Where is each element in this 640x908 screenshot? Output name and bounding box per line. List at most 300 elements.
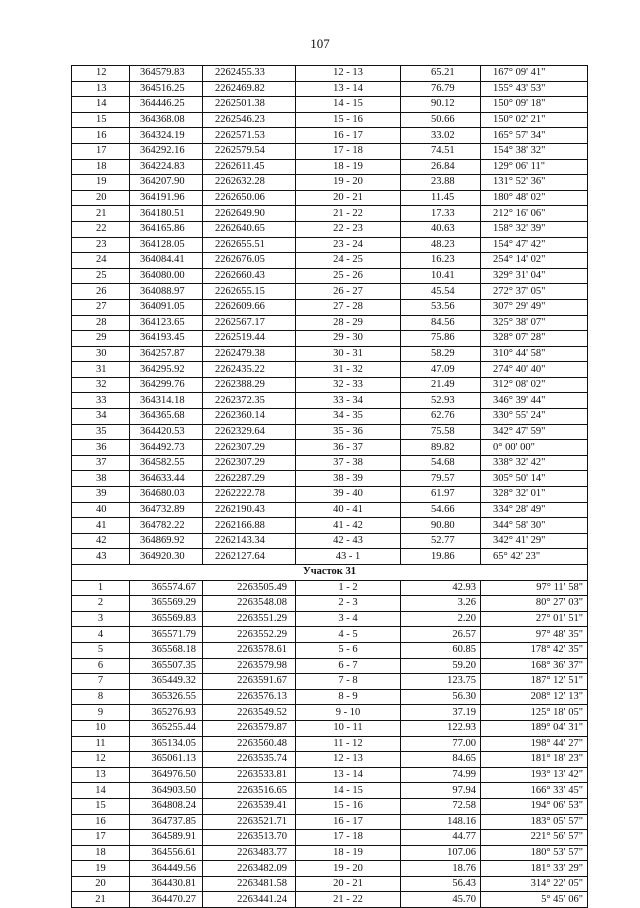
point-number-cell: 8 xyxy=(72,689,130,705)
table-row xyxy=(72,393,588,409)
direction-angle-cell: 312° 08' 02" xyxy=(481,377,588,393)
length-cell: 54.68 xyxy=(401,455,481,471)
point-number-cell: 7 xyxy=(72,674,130,690)
table-row xyxy=(72,487,588,503)
length-cell: 122.93 xyxy=(401,720,481,736)
segment-cell: 19 - 20 xyxy=(296,175,401,191)
coord-x-cell: 365568.18 xyxy=(130,642,203,658)
direction-angle-cell: 181° 33' 29" xyxy=(481,861,588,877)
coord-x-cell: 364430.81 xyxy=(130,876,203,892)
segment-cell: 17 - 18 xyxy=(296,143,401,159)
coord-x-cell: 364191.96 xyxy=(130,190,203,206)
coord-y-cell: 2263549.52 xyxy=(203,705,296,721)
direction-angle-cell: 307° 29' 49" xyxy=(481,299,588,315)
segment-cell: 21 - 22 xyxy=(296,206,401,222)
coord-y-cell: 2263481.58 xyxy=(203,876,296,892)
point-number-cell: 41 xyxy=(72,518,130,534)
table-row xyxy=(72,720,588,736)
segment-cell: 27 - 28 xyxy=(296,299,401,315)
coord-y-cell: 2262287.29 xyxy=(203,471,296,487)
coord-y-cell: 2263505.49 xyxy=(203,580,296,596)
coord-y-cell: 2262388.29 xyxy=(203,377,296,393)
table-row xyxy=(72,284,588,300)
direction-angle-cell: 167° 09' 41" xyxy=(481,66,588,82)
coord-x-cell: 364556.61 xyxy=(130,845,203,861)
point-number-cell: 20 xyxy=(72,876,130,892)
coord-x-cell: 364084.41 xyxy=(130,253,203,269)
point-number-cell: 40 xyxy=(72,502,130,518)
table-row xyxy=(72,81,588,97)
table-row xyxy=(72,658,588,674)
direction-angle-cell: 27° 01' 51" xyxy=(481,611,588,627)
coord-y-cell: 2263579.87 xyxy=(203,720,296,736)
table-row xyxy=(72,455,588,471)
coord-x-cell: 364324.19 xyxy=(130,128,203,144)
segment-cell: 20 - 21 xyxy=(296,190,401,206)
coord-x-cell: 364420.53 xyxy=(130,424,203,440)
coord-x-cell: 364368.08 xyxy=(130,112,203,128)
segment-cell: 43 - 1 xyxy=(296,549,401,565)
coord-y-cell: 2262222.78 xyxy=(203,487,296,503)
direction-angle-cell: 158° 32' 39" xyxy=(481,221,588,237)
segment-cell: 18 - 19 xyxy=(296,159,401,175)
point-number-cell: 13 xyxy=(72,81,130,97)
point-number-cell: 21 xyxy=(72,892,130,908)
point-number-cell: 22 xyxy=(72,221,130,237)
direction-angle-cell: 328° 07' 28" xyxy=(481,331,588,347)
point-number-cell: 30 xyxy=(72,346,130,362)
table-row xyxy=(72,66,588,82)
segment-cell: 17 - 18 xyxy=(296,830,401,846)
direction-angle-cell: 194° 06' 53" xyxy=(481,798,588,814)
point-number-cell: 12 xyxy=(72,66,130,82)
point-number-cell: 43 xyxy=(72,549,130,565)
length-cell: 75.86 xyxy=(401,331,481,347)
coord-y-cell: 2262655.51 xyxy=(203,237,296,253)
coord-x-cell: 364207.90 xyxy=(130,175,203,191)
table-row xyxy=(72,175,588,191)
length-cell: 76.79 xyxy=(401,81,481,97)
coordinates-table xyxy=(71,65,588,908)
coord-y-cell: 2263560.48 xyxy=(203,736,296,752)
coord-x-cell: 365571.79 xyxy=(130,627,203,643)
point-number-cell: 4 xyxy=(72,627,130,643)
direction-angle-cell: 342° 41' 29" xyxy=(481,533,588,549)
coord-y-cell: 2262143.34 xyxy=(203,533,296,549)
direction-angle-cell: 221° 56' 57" xyxy=(481,830,588,846)
length-cell: 53.56 xyxy=(401,299,481,315)
table-row xyxy=(72,362,588,378)
coord-x-cell: 365276.93 xyxy=(130,705,203,721)
coord-x-cell: 364165.86 xyxy=(130,221,203,237)
segment-cell: 36 - 37 xyxy=(296,440,401,456)
direction-angle-cell: 305° 50' 14" xyxy=(481,471,588,487)
point-number-cell: 11 xyxy=(72,736,130,752)
length-cell: 75.58 xyxy=(401,424,481,440)
direction-angle-cell: 314° 22' 05" xyxy=(481,876,588,892)
coord-y-cell: 2262655.15 xyxy=(203,284,296,300)
table-row xyxy=(72,549,588,565)
length-cell: 19.86 xyxy=(401,549,481,565)
length-cell: 47.09 xyxy=(401,362,481,378)
table-row xyxy=(72,767,588,783)
length-cell: 77.00 xyxy=(401,736,481,752)
coord-x-cell: 364869.92 xyxy=(130,533,203,549)
segment-cell: 5 - 6 xyxy=(296,642,401,658)
point-number-cell: 17 xyxy=(72,143,130,159)
point-number-cell: 31 xyxy=(72,362,130,378)
coord-y-cell: 2262469.82 xyxy=(203,81,296,97)
coord-y-cell: 2262640.65 xyxy=(203,221,296,237)
segment-cell: 38 - 39 xyxy=(296,471,401,487)
direction-angle-cell: 328° 32' 01" xyxy=(481,487,588,503)
table-row xyxy=(72,315,588,331)
length-cell: 16.23 xyxy=(401,253,481,269)
point-number-cell: 18 xyxy=(72,159,130,175)
length-cell: 54.66 xyxy=(401,502,481,518)
length-cell: 37.19 xyxy=(401,705,481,721)
coord-y-cell: 2262479.38 xyxy=(203,346,296,362)
direction-angle-cell: 155° 43' 53" xyxy=(481,81,588,97)
point-number-cell: 24 xyxy=(72,253,130,269)
coord-y-cell: 2263551.29 xyxy=(203,611,296,627)
point-number-cell: 42 xyxy=(72,533,130,549)
coord-x-cell: 365449.32 xyxy=(130,674,203,690)
direction-angle-cell: 150° 09' 18" xyxy=(481,97,588,113)
coord-y-cell: 2263513.70 xyxy=(203,830,296,846)
segment-cell: 9 - 10 xyxy=(296,705,401,721)
length-cell: 23.88 xyxy=(401,175,481,191)
coord-x-cell: 364579.83 xyxy=(130,66,203,82)
length-cell: 90.80 xyxy=(401,518,481,534)
coord-y-cell: 2262435.22 xyxy=(203,362,296,378)
length-cell: 3.26 xyxy=(401,596,481,612)
coord-x-cell: 364295.92 xyxy=(130,362,203,378)
segment-cell: 6 - 7 xyxy=(296,658,401,674)
coord-x-cell: 364920.30 xyxy=(130,549,203,565)
direction-angle-cell: 181° 18' 23" xyxy=(481,752,588,768)
coord-x-cell: 364180.51 xyxy=(130,206,203,222)
coord-x-cell: 365255.44 xyxy=(130,720,203,736)
length-cell: 72.58 xyxy=(401,798,481,814)
direction-angle-cell: 325° 38' 07" xyxy=(481,315,588,331)
direction-angle-cell: 338° 32' 42" xyxy=(481,455,588,471)
segment-cell: 25 - 26 xyxy=(296,268,401,284)
length-cell: 40.63 xyxy=(401,221,481,237)
length-cell: 74.51 xyxy=(401,143,481,159)
segment-cell: 22 - 23 xyxy=(296,221,401,237)
direction-angle-cell: 5° 45' 06" xyxy=(481,892,588,908)
coord-y-cell: 2263441.24 xyxy=(203,892,296,908)
direction-angle-cell: 166° 33' 45" xyxy=(481,783,588,799)
table-row xyxy=(72,112,588,128)
segment-cell: 29 - 30 xyxy=(296,331,401,347)
segment-cell: 31 - 32 xyxy=(296,362,401,378)
direction-angle-cell: 154° 38' 32" xyxy=(481,143,588,159)
segment-cell: 40 - 41 xyxy=(296,502,401,518)
table-row xyxy=(72,845,588,861)
coord-y-cell: 2262307.29 xyxy=(203,455,296,471)
direction-angle-cell: 329° 31' 04" xyxy=(481,268,588,284)
coord-x-cell: 364633.44 xyxy=(130,471,203,487)
coord-y-cell: 2263548.08 xyxy=(203,596,296,612)
segment-cell: 12 - 13 xyxy=(296,66,401,82)
point-number-cell: 35 xyxy=(72,424,130,440)
point-number-cell: 25 xyxy=(72,268,130,284)
length-cell: 56.43 xyxy=(401,876,481,892)
length-cell: 60.85 xyxy=(401,642,481,658)
length-cell: 107.06 xyxy=(401,845,481,861)
coord-y-cell: 2262127.64 xyxy=(203,549,296,565)
coord-x-cell: 365569.29 xyxy=(130,596,203,612)
table-row xyxy=(72,533,588,549)
coord-x-cell: 364446.25 xyxy=(130,97,203,113)
length-cell: 123.75 xyxy=(401,674,481,690)
direction-angle-cell: 274° 40' 40" xyxy=(481,362,588,378)
length-cell: 10.41 xyxy=(401,268,481,284)
table-row xyxy=(72,611,588,627)
segment-cell: 33 - 34 xyxy=(296,393,401,409)
table-row xyxy=(72,642,588,658)
table-row xyxy=(72,752,588,768)
segment-cell: 37 - 38 xyxy=(296,455,401,471)
direction-angle-cell: 154° 47' 42" xyxy=(481,237,588,253)
length-cell: 33.02 xyxy=(401,128,481,144)
direction-angle-cell: 165° 57' 34" xyxy=(481,128,588,144)
coord-x-cell: 365507.35 xyxy=(130,658,203,674)
point-number-cell: 19 xyxy=(72,861,130,877)
length-cell: 52.77 xyxy=(401,533,481,549)
length-cell: 65.21 xyxy=(401,66,481,82)
segment-cell: 4 - 5 xyxy=(296,627,401,643)
table-row xyxy=(72,830,588,846)
direction-angle-cell: 80° 27' 03" xyxy=(481,596,588,612)
coord-x-cell: 364088.97 xyxy=(130,284,203,300)
direction-angle-cell: 131° 52' 36" xyxy=(481,175,588,191)
coord-x-cell: 364365.68 xyxy=(130,409,203,425)
coord-x-cell: 364808.24 xyxy=(130,798,203,814)
table-row xyxy=(72,206,588,222)
segment-cell: 21 - 22 xyxy=(296,892,401,908)
length-cell: 18.76 xyxy=(401,861,481,877)
table-row xyxy=(72,440,588,456)
segment-cell: 13 - 14 xyxy=(296,767,401,783)
length-cell: 84.65 xyxy=(401,752,481,768)
coord-y-cell: 2263576.13 xyxy=(203,689,296,705)
direction-angle-cell: 0° 00' 00" xyxy=(481,440,588,456)
coord-y-cell: 2262519.44 xyxy=(203,331,296,347)
segment-cell: 28 - 29 xyxy=(296,315,401,331)
coord-x-cell: 364680.03 xyxy=(130,487,203,503)
table-row xyxy=(72,783,588,799)
direction-angle-cell: 212° 16' 06" xyxy=(481,206,588,222)
point-number-cell: 1 xyxy=(72,580,130,596)
point-number-cell: 14 xyxy=(72,783,130,799)
coord-x-cell: 364080.00 xyxy=(130,268,203,284)
length-cell: 42.93 xyxy=(401,580,481,596)
coord-x-cell: 364314.18 xyxy=(130,393,203,409)
segment-cell: 35 - 36 xyxy=(296,424,401,440)
point-number-cell: 6 xyxy=(72,658,130,674)
coord-x-cell: 364292.16 xyxy=(130,143,203,159)
point-number-cell: 26 xyxy=(72,284,130,300)
section-header-row xyxy=(72,565,588,581)
direction-angle-cell: 183° 05' 57" xyxy=(481,814,588,830)
length-cell: 17.33 xyxy=(401,206,481,222)
length-cell: 62.76 xyxy=(401,409,481,425)
table-row xyxy=(72,705,588,721)
segment-cell: 19 - 20 xyxy=(296,861,401,877)
coord-y-cell: 2263521.71 xyxy=(203,814,296,830)
table-row xyxy=(72,424,588,440)
page-number: 107 xyxy=(310,36,330,51)
direction-angle-cell: 344° 58' 30" xyxy=(481,518,588,534)
coord-y-cell: 2263578.61 xyxy=(203,642,296,658)
table-row xyxy=(72,798,588,814)
length-cell: 56.30 xyxy=(401,689,481,705)
coord-x-cell: 364589.91 xyxy=(130,830,203,846)
point-number-cell: 14 xyxy=(72,97,130,113)
coord-x-cell: 364123.65 xyxy=(130,315,203,331)
segment-cell: 15 - 16 xyxy=(296,112,401,128)
table-part-2 xyxy=(72,580,588,907)
segment-cell: 13 - 14 xyxy=(296,81,401,97)
table-row xyxy=(72,237,588,253)
segment-cell: 41 - 42 xyxy=(296,518,401,534)
direction-angle-cell: 129° 06' 11" xyxy=(481,159,588,175)
table-row xyxy=(72,876,588,892)
coord-y-cell: 2262307.29 xyxy=(203,440,296,456)
segment-cell: 1 - 2 xyxy=(296,580,401,596)
length-cell: 90.12 xyxy=(401,97,481,113)
table-row xyxy=(72,596,588,612)
point-number-cell: 23 xyxy=(72,237,130,253)
coord-y-cell: 2262190.43 xyxy=(203,502,296,518)
table-row xyxy=(72,409,588,425)
direction-angle-cell: 180° 48' 02" xyxy=(481,190,588,206)
coord-y-cell: 2263516.65 xyxy=(203,783,296,799)
coord-x-cell: 364492.73 xyxy=(130,440,203,456)
coord-x-cell: 364257.87 xyxy=(130,346,203,362)
length-cell: 97.94 xyxy=(401,783,481,799)
length-cell: 84.56 xyxy=(401,315,481,331)
point-number-cell: 21 xyxy=(72,206,130,222)
coord-x-cell: 364449.56 xyxy=(130,861,203,877)
coord-y-cell: 2262455.33 xyxy=(203,66,296,82)
point-number-cell: 32 xyxy=(72,377,130,393)
segment-cell: 7 - 8 xyxy=(296,674,401,690)
point-number-cell: 20 xyxy=(72,190,130,206)
point-number-cell: 36 xyxy=(72,440,130,456)
length-cell: 59.20 xyxy=(401,658,481,674)
length-cell: 89.82 xyxy=(401,440,481,456)
point-number-cell: 33 xyxy=(72,393,130,409)
direction-angle-cell: 125° 18' 05" xyxy=(481,705,588,721)
point-number-cell: 13 xyxy=(72,767,130,783)
table-row xyxy=(72,580,588,596)
coord-y-cell: 2262660.43 xyxy=(203,268,296,284)
direction-angle-cell: 198° 44' 27" xyxy=(481,736,588,752)
coord-y-cell: 2263535.74 xyxy=(203,752,296,768)
length-cell: 74.99 xyxy=(401,767,481,783)
coord-y-cell: 2263539.41 xyxy=(203,798,296,814)
coord-x-cell: 364903.50 xyxy=(130,783,203,799)
coord-x-cell: 365061.13 xyxy=(130,752,203,768)
point-number-cell: 9 xyxy=(72,705,130,721)
length-cell: 58.29 xyxy=(401,346,481,362)
segment-cell: 12 - 13 xyxy=(296,752,401,768)
coord-x-cell: 365326.55 xyxy=(130,689,203,705)
point-number-cell: 34 xyxy=(72,409,130,425)
point-number-cell: 27 xyxy=(72,299,130,315)
point-number-cell: 28 xyxy=(72,315,130,331)
segment-cell: 26 - 27 xyxy=(296,284,401,300)
coord-y-cell: 2262609.66 xyxy=(203,299,296,315)
coord-x-cell: 364299.76 xyxy=(130,377,203,393)
table-row xyxy=(72,159,588,175)
point-number-cell: 3 xyxy=(72,611,130,627)
segment-cell: 14 - 15 xyxy=(296,97,401,113)
direction-angle-cell: 193° 13' 42" xyxy=(481,767,588,783)
coord-y-cell: 2262546.23 xyxy=(203,112,296,128)
direction-angle-cell: 330° 55' 24" xyxy=(481,409,588,425)
segment-cell: 23 - 24 xyxy=(296,237,401,253)
direction-angle-cell: 346° 39' 44" xyxy=(481,393,588,409)
coord-y-cell: 2262329.64 xyxy=(203,424,296,440)
coord-y-cell: 2263552.29 xyxy=(203,627,296,643)
point-number-cell: 39 xyxy=(72,487,130,503)
direction-angle-cell: 65° 42' 23" xyxy=(481,549,588,565)
table-row xyxy=(72,861,588,877)
coord-y-cell: 2263533.81 xyxy=(203,767,296,783)
length-cell: 50.66 xyxy=(401,112,481,128)
length-cell: 11.45 xyxy=(401,190,481,206)
length-cell: 48.23 xyxy=(401,237,481,253)
table-row xyxy=(72,736,588,752)
direction-angle-cell: 254° 14' 02" xyxy=(481,253,588,269)
length-cell: 79.57 xyxy=(401,471,481,487)
coord-x-cell: 364737.85 xyxy=(130,814,203,830)
direction-angle-cell: 168° 36' 37" xyxy=(481,658,588,674)
table-row xyxy=(72,518,588,534)
coord-y-cell: 2262676.05 xyxy=(203,253,296,269)
segment-cell: 34 - 35 xyxy=(296,409,401,425)
coord-y-cell: 2263483.77 xyxy=(203,845,296,861)
table-row xyxy=(72,221,588,237)
segment-cell: 16 - 17 xyxy=(296,814,401,830)
segment-cell: 24 - 25 xyxy=(296,253,401,269)
direction-angle-cell: 272° 37' 05" xyxy=(481,284,588,300)
length-cell: 45.70 xyxy=(401,892,481,908)
length-cell: 45.54 xyxy=(401,284,481,300)
table-row xyxy=(72,814,588,830)
table-row xyxy=(72,253,588,269)
direction-angle-cell: 189° 04' 31" xyxy=(481,720,588,736)
point-number-cell: 15 xyxy=(72,798,130,814)
coord-y-cell: 2262567.17 xyxy=(203,315,296,331)
coord-x-cell: 365569.83 xyxy=(130,611,203,627)
point-number-cell: 16 xyxy=(72,814,130,830)
point-number-cell: 19 xyxy=(72,175,130,191)
direction-angle-cell: 97° 48' 35" xyxy=(481,627,588,643)
coord-x-cell: 364732.89 xyxy=(130,502,203,518)
point-number-cell: 37 xyxy=(72,455,130,471)
table-row xyxy=(72,128,588,144)
coord-x-cell: 364470.27 xyxy=(130,892,203,908)
segment-cell: 32 - 33 xyxy=(296,377,401,393)
segment-cell: 14 - 15 xyxy=(296,783,401,799)
table-row xyxy=(72,331,588,347)
